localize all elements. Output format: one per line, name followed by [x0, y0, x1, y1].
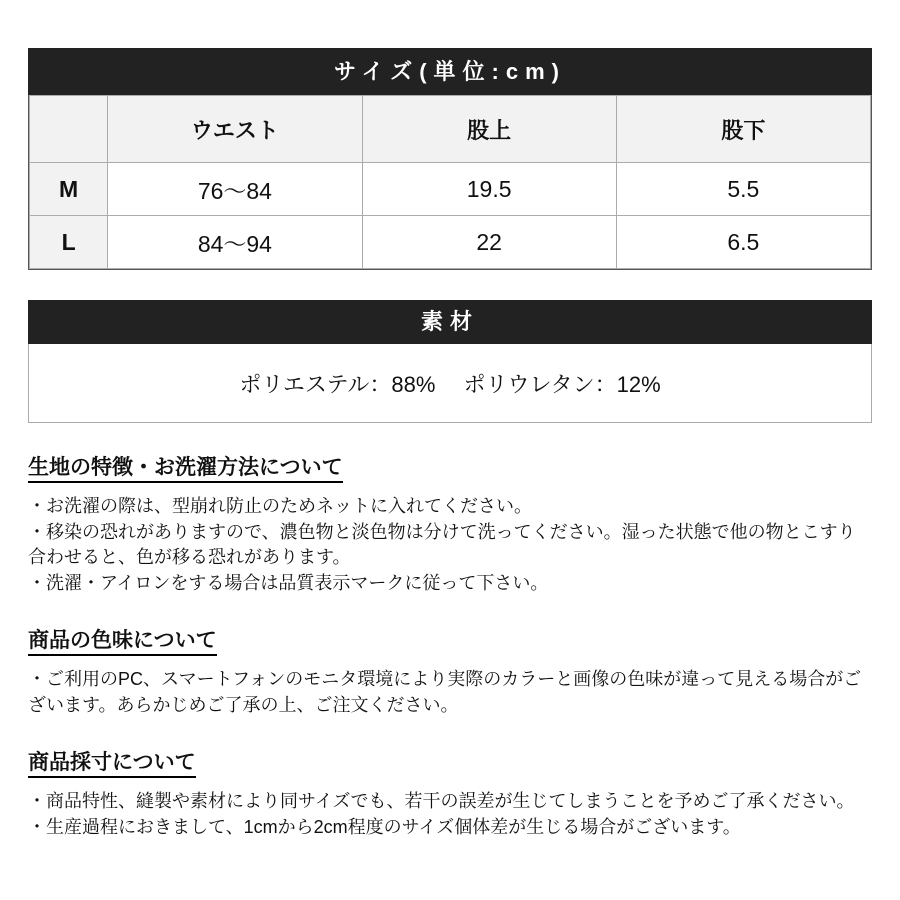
- note-line: ・生産過程におきまして、1cmから2cm程度のサイズ個体差が生じる場合がございます。: [28, 816, 741, 837]
- section-heading-text: 生地の特徴・お洗濯方法について: [28, 456, 343, 483]
- cell-l-waist: 84〜94: [108, 216, 362, 269]
- material-title-bar: 素材: [28, 300, 872, 344]
- cell-m-inseam: 5.5: [616, 163, 870, 216]
- section-heading: [28, 454, 872, 481]
- section-heading-text: 商品採寸について: [28, 751, 196, 778]
- section-heading-text: 商品の色味について: [28, 629, 217, 656]
- size-table-header-row: [30, 96, 871, 163]
- size-table-corner-cell: [30, 96, 108, 163]
- note-line: ・洗濯・アイロンをする場合は品質表示マークに従って下さい。: [28, 572, 549, 593]
- size-table-title-bar: サイズ(単位:cm): [28, 48, 872, 95]
- cell-l-rise: 22: [362, 216, 616, 269]
- size-table-wrap: [28, 95, 872, 270]
- row-label-l: L: [30, 216, 108, 269]
- section-measurement-note: [28, 749, 872, 840]
- row-label-m: M: [30, 163, 108, 216]
- column-header-rise: 股上: [362, 96, 616, 163]
- section-color-note: [28, 627, 872, 718]
- section-heading: [28, 749, 872, 776]
- material-composition: ポリエステル：88% ポリウレタン：12%: [28, 344, 872, 423]
- size-table-block: [28, 48, 872, 270]
- section-heading: [28, 627, 872, 654]
- cell-l-inseam: 6.5: [616, 216, 870, 269]
- table-row-size-l: [30, 216, 871, 269]
- section-fabric-washing: [28, 454, 872, 596]
- note-line: ・お洗濯の際は、型崩れ防止のためネットに入れてください。: [28, 496, 532, 516]
- table-row-size-m: [30, 163, 871, 216]
- size-table: [29, 95, 871, 269]
- column-header-inseam: 股下: [616, 96, 870, 163]
- note-line: ・ご利用のPC、スマートフォンのモニタ環境により実際のカラーと画像の色味が違って見える場合がございます。あらかじめご了承の上、ご注文ください。: [28, 669, 862, 715]
- cell-m-waist: 76〜84: [108, 163, 362, 216]
- column-header-waist: ウエスト: [108, 96, 362, 163]
- cell-m-rise: 19.5: [362, 163, 616, 216]
- note-line: ・移染の恐れがありますので、濃色物と淡色物は分けて洗ってください。湿った状態で他の物とこすり合わせると、色が移る恐れがあります。: [28, 521, 856, 567]
- note-line: ・商品特性、縫製や素材により同サイズでも、若干の誤差が生じてしまうことを予めご了承ください。: [28, 791, 855, 811]
- material-block: [28, 300, 872, 423]
